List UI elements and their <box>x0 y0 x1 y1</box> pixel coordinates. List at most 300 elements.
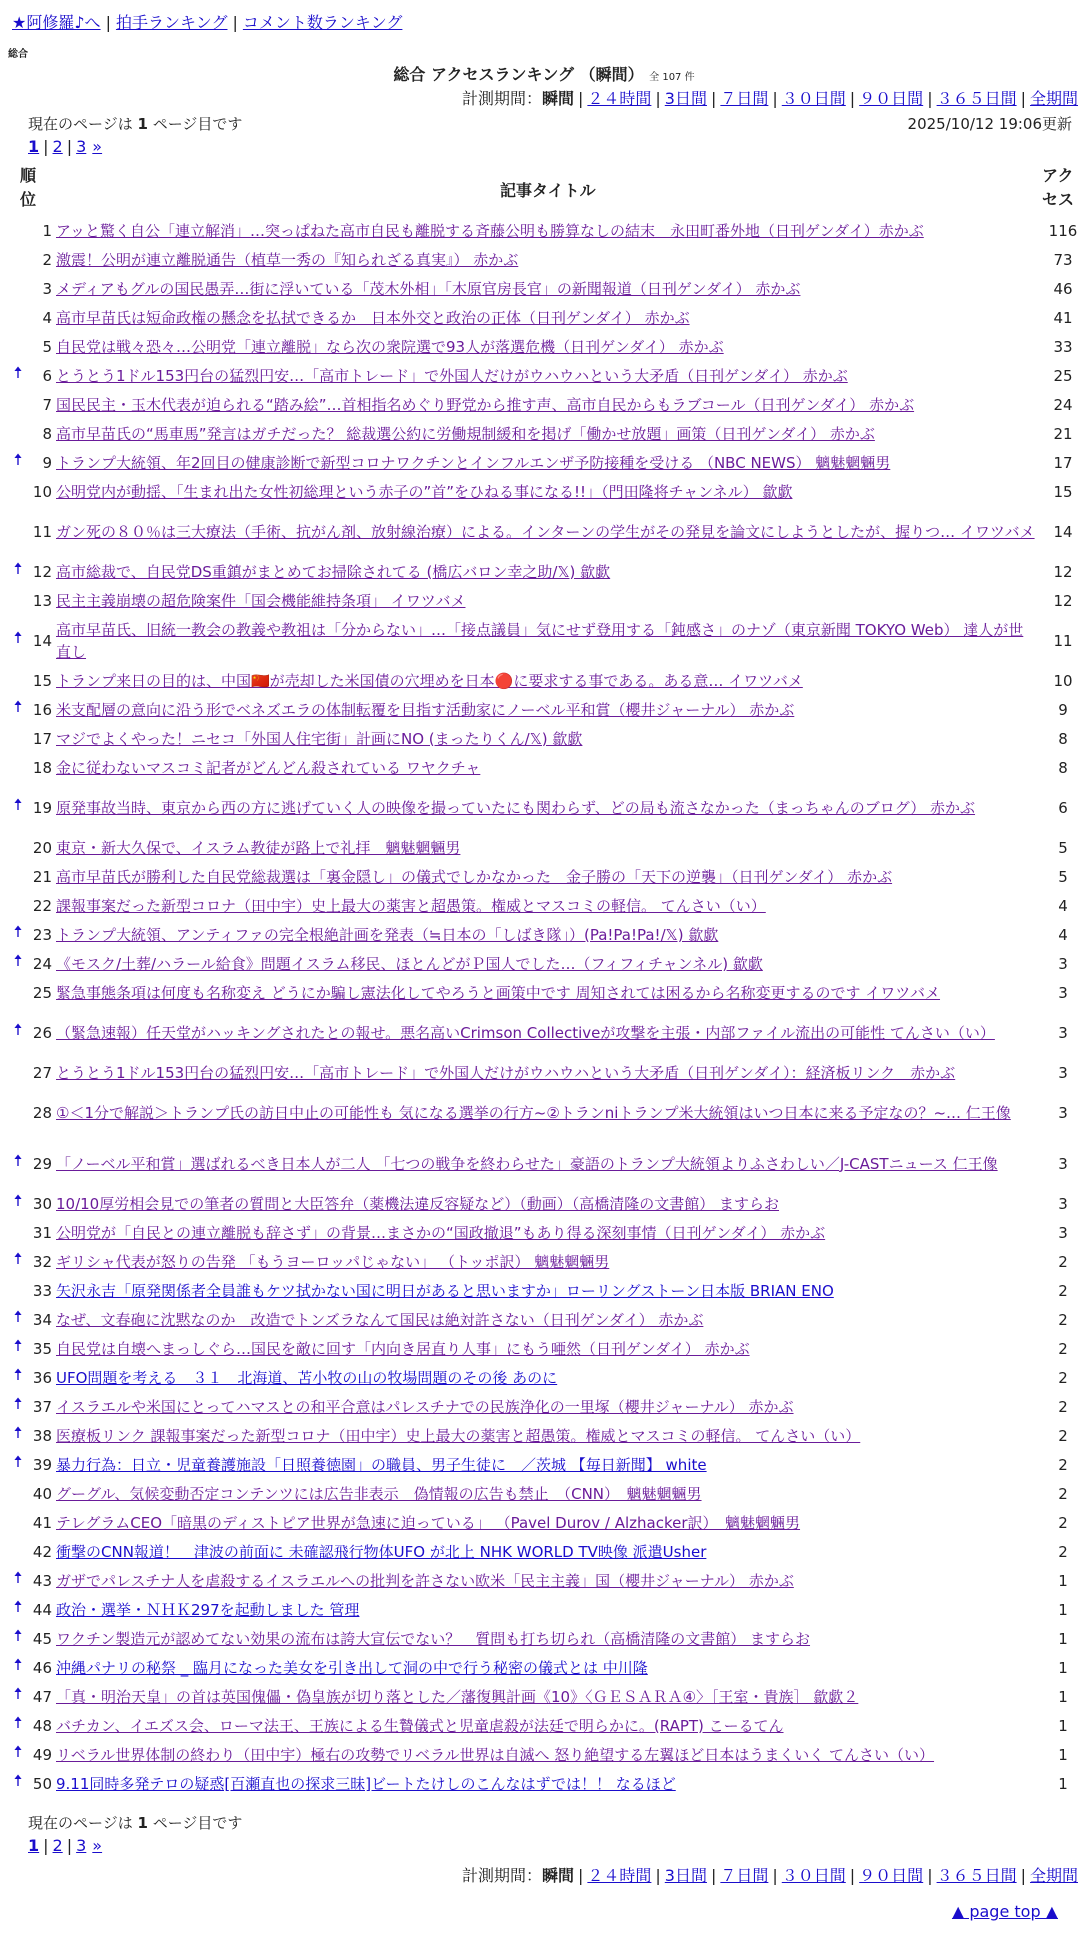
access-count: 116 <box>1048 221 1078 240</box>
table-row <box>0 1421 1088 1450</box>
rank-up-arrow-icon: 🠅 <box>13 1151 23 1170</box>
access-count: 2 <box>1058 1368 1068 1387</box>
table-row <box>0 586 1088 615</box>
article-link[interactable]: 緊急事態条項は何度も名称変え どうにか騙し憲法化してやろうと画策中です 周知されては困るから名称変更するのです イワツバメ <box>56 983 941 1002</box>
access-count: 1 <box>1058 1629 1068 1648</box>
article-cell <box>56 1062 1038 1084</box>
table-row <box>0 1247 1088 1276</box>
article-link[interactable]: 「ノーベル平和賞」選ばれるべき日本人が二人 「七つの戦争を終わらせた」豪語のトランプ大統領よりふさわしい／J-CASTニュース 仁王像 <box>56 1154 998 1173</box>
article-link[interactable]: グーグル、気候変動否定コンテンツには広告非表示 偽情報の広告も禁止 （CNN） 魑魅魍魎男 <box>56 1484 702 1503</box>
rank-up-arrow-icon: 🠅 <box>13 951 23 970</box>
access-count: 6 <box>1058 798 1068 817</box>
pager-bottom <box>28 1836 102 1855</box>
period-option[interactable]: ３６５日間 <box>936 89 1017 108</box>
rank-up-arrow-icon: 🠅 <box>13 363 23 382</box>
article-cell <box>56 1715 1038 1737</box>
article-cell <box>56 757 1038 779</box>
rank-up-arrow-icon: 🠅 <box>13 1336 23 1355</box>
table-row <box>0 1087 1088 1138</box>
rank-number: 21 <box>32 867 52 886</box>
rank-up-arrow-icon: 🠅 <box>13 1771 23 1790</box>
table-row <box>0 1479 1088 1508</box>
separator: | <box>577 89 584 108</box>
comment-ranking-link[interactable]: コメント数ランキング <box>242 13 403 32</box>
rank-number: 42 <box>32 1542 52 1561</box>
article-link[interactable]: 《モスク/土葬/ハラール給食》問題イスラム移民、ほとんどがＰ国人でした…（フィフィチャンネル) 歙歔 <box>56 954 763 973</box>
page-link-2[interactable]: 2 <box>52 137 63 156</box>
table-row <box>0 1653 1088 1682</box>
rank-up-arrow-icon: 🠅 <box>13 1423 23 1442</box>
table-row <box>0 303 1088 332</box>
rank-up-arrow-icon: 🠅 <box>13 1684 23 1703</box>
article-link[interactable]: トランプ大統領、アンティファの完全根絶計画を発表（≒日本の「しばき隊」）(Pa!Pa!Pa!/𝕏) 歙歔 <box>56 925 719 944</box>
access-count: 46 <box>1053 279 1073 298</box>
rank-number: 10 <box>32 482 52 501</box>
access-count: 41 <box>1053 308 1073 327</box>
article-cell <box>56 1512 1038 1534</box>
rank-up-arrow-icon: 🠅 <box>13 1394 23 1413</box>
rank-number: 31 <box>32 1223 52 1242</box>
article-cell <box>56 1425 1038 1447</box>
rank-number: 5 <box>42 337 52 356</box>
separator: | <box>849 1866 856 1885</box>
current-page-prefix: 現在のページは <box>28 1814 133 1832</box>
rank-number: 37 <box>32 1397 52 1416</box>
access-count: 11 <box>1053 631 1073 650</box>
article-cell <box>56 278 1038 300</box>
next-page-link[interactable]: » <box>92 1836 103 1855</box>
rank-number: 11 <box>32 522 52 541</box>
access-count: 1 <box>1058 1774 1068 1793</box>
article-link[interactable]: 矢沢永吉「原発関係者全員誰もケツ拭かない国に明日があると思いますか」ローリングストーン日本版 BRIAN ENO <box>56 1281 834 1300</box>
rank-number: 47 <box>32 1687 52 1706</box>
separator: | <box>1020 1866 1026 1885</box>
access-count: 3 <box>1058 1194 1068 1213</box>
article-cell <box>56 521 1038 543</box>
pager-top <box>28 137 102 156</box>
period-option[interactable]: ３０日間 <box>781 1866 846 1885</box>
access-count: 1 <box>1058 1745 1068 1764</box>
clap-ranking-link[interactable]: 拍手ランキング <box>115 13 228 32</box>
rank-number: 25 <box>32 983 52 1002</box>
article-link[interactable]: バチカン、イエズス会、ローマ法王、王族による生贄儀式と児童虐殺が法廷で明らかに。(RAPT) こーるてん <box>56 1716 784 1735</box>
article-link[interactable]: トランプ来日の目的は、中国🇨🇳が売却した米国債の穴埋めを日本🔴に要求する事である。ある意… イワツバメ <box>56 671 803 690</box>
article-cell <box>56 670 1038 692</box>
rank-number: 24 <box>32 954 52 973</box>
article-cell <box>56 590 1038 612</box>
table-row <box>0 557 1088 586</box>
article-cell <box>56 1022 1038 1044</box>
rank-number: 48 <box>32 1716 52 1735</box>
page-title <box>0 62 1088 85</box>
period-option[interactable]: ９０日間 <box>859 1866 924 1885</box>
rank-number: 4 <box>42 308 52 327</box>
table-row <box>0 1007 1088 1058</box>
article-cell <box>56 307 1038 329</box>
article-link[interactable]: なぜ、文春砲に沈黙なのか 改造でトンズラなんて国民は絶対許さない（日刊ゲンダイ） 赤かぶ <box>56 1310 704 1329</box>
table-row <box>0 782 1088 833</box>
article-link[interactable]: とうとう1ドル153円台の猛烈円安…「高市トレード」で外国人だけがウハウハという大矛盾（日刊ゲンダイ） 赤かぶ <box>56 366 848 385</box>
period-option[interactable]: ７日間 <box>720 89 769 108</box>
access-count: 1 <box>1058 1600 1068 1619</box>
table-row <box>0 1450 1088 1479</box>
table-row <box>0 1682 1088 1711</box>
access-count: 2 <box>1058 1455 1068 1474</box>
access-count: 2 <box>1058 1310 1068 1329</box>
updated-timestamp: 2025/10/12 19:06更新 <box>907 115 1072 133</box>
article-cell <box>56 1628 1038 1650</box>
table-row <box>0 1305 1088 1334</box>
access-count: 3 <box>1058 983 1068 1002</box>
article-link[interactable]: 高市早苗氏が勝利した自民党総裁選は「裏金隠し」の儀式でしかなかった 金子勝の「天下の逆襲」（日刊ゲンダイ） 赤かぶ <box>56 867 893 886</box>
article-link[interactable]: イスラエルや米国にとってハマスとの和平合意はパレスチナでの民族浄化の一里塚（櫻井ジャーナル） 赤かぶ <box>56 1397 794 1416</box>
table-row <box>0 833 1088 862</box>
article-link[interactable]: ギリシャ代表が怒りの告発 「もうヨーロッパじゃない」 （トッポ訳） 魑魅魍魎男 <box>56 1252 610 1271</box>
access-count: 1 <box>1058 1687 1068 1706</box>
rank-number: 50 <box>32 1774 52 1793</box>
rank-number: 23 <box>32 925 52 944</box>
category-badge: 総合 <box>8 49 28 60</box>
access-count: 9 <box>1058 700 1068 719</box>
article-cell <box>56 1541 1038 1563</box>
article-link[interactable]: 激震！公明が連立離脱通告（植草一秀の『知られざる真実』） 赤かぶ <box>56 250 519 269</box>
rank-up-arrow-icon: 🠅 <box>13 922 23 941</box>
rank-number: 12 <box>32 562 52 581</box>
period-label: 計測期間： <box>461 89 542 108</box>
article-cell <box>56 982 1038 1004</box>
period-option[interactable]: ９０日間 <box>859 89 924 108</box>
rank-up-arrow-icon: 🠅 <box>13 1742 23 1761</box>
article-link[interactable]: 「真・明治天皇」の首は英国傀儡・偽皇族が切り落とした／藩復興計画《10》〈ＧＥＳＡＲＡ④〉［王室・貴族］ 歙歔２ <box>56 1687 859 1706</box>
access-count: 21 <box>1053 424 1073 443</box>
page-link-2[interactable]: 2 <box>52 1836 63 1855</box>
table-row <box>0 1058 1088 1087</box>
access-count: 5 <box>1058 838 1068 857</box>
access-count: 12 <box>1053 562 1073 581</box>
article-link[interactable]: アッと驚く自公「連立解消」…突っぱねた高市自民も離脱する斉藤公明も勝算なしの結末 永田町番外地（日刊ゲンダイ）赤かぶ <box>56 221 924 240</box>
table-row <box>0 1392 1088 1421</box>
period-current: 瞬間 <box>541 89 574 108</box>
access-count: 3 <box>1058 1154 1068 1173</box>
article-link[interactable]: 公明党が「自民との連立離脱も辞さず」の背景…まさかの“国政撤退”もあり得る深刻事情（日刊ゲンダイ） 赤かぶ <box>56 1223 826 1242</box>
article-cell <box>56 249 1038 271</box>
article-cell <box>56 1483 1038 1505</box>
access-count: 2 <box>1058 1484 1068 1503</box>
table-row <box>0 1624 1088 1653</box>
separator: | <box>66 137 73 156</box>
article-link[interactable]: 高市総裁で、自民党DS重鎮がまとめてお掃除されてる (橋広バロン幸之助/𝕏) 歙歔 <box>56 562 611 581</box>
rank-number: 41 <box>32 1513 52 1532</box>
rank-up-arrow-icon: 🠅 <box>13 1713 23 1732</box>
access-count: 8 <box>1058 729 1068 748</box>
table-row <box>0 666 1088 695</box>
table-row <box>0 1334 1088 1363</box>
article-cell <box>56 1280 1038 1302</box>
rank-number: 13 <box>32 591 52 610</box>
rank-number: 18 <box>32 758 52 777</box>
access-count: 2 <box>1058 1397 1068 1416</box>
rank-number: 27 <box>32 1063 52 1082</box>
article-cell <box>56 452 1038 474</box>
access-count: 1 <box>1058 1658 1068 1677</box>
article-cell <box>56 895 1038 917</box>
access-count: 2 <box>1058 1542 1068 1561</box>
current-page-prefix: 現在のページは <box>28 115 133 133</box>
article-link[interactable]: 医療板リンク 課報事案だった新型コロナ（田中宇）史上最大の薬害と超愚策。権威とマスコミの軽信。 てんさい（い） <box>56 1426 861 1445</box>
table-row <box>0 891 1088 920</box>
article-cell <box>56 1744 1038 1766</box>
access-count: 2 <box>1058 1513 1068 1532</box>
article-link[interactable]: ガザでパレスチナ人を虐殺するイスラエルへの批判を許さない欧米「民主主義」国（櫻井ジャーナル） 赤かぶ <box>56 1571 794 1590</box>
article-link[interactable]: 原発事故当時、東京から西の方に逃げていく人の映像を撮っていたにも関わらず、どの局も流さなかった（まっちゃんのブログ） 赤かぶ <box>56 798 976 817</box>
rank-number: 9 <box>42 453 52 472</box>
article-link[interactable]: ワクチン製造元が認めてない効果の流布は誇大宣伝でない？ 質問も打ち切られ（高橋清隆の文書館） ますらお <box>56 1629 811 1648</box>
total-count: 全 107 件 <box>649 72 695 83</box>
article-link[interactable]: 金に従わないマスコミ記者がどんどん殺されている ワヤクチャ <box>56 758 481 777</box>
article-link[interactable]: 高市早苗氏の“馬車馬”発言はガチだった？ 総裁選公約に労働規制緩和を掲げ「働かせ放題」画策（日刊ゲンダイ） 赤かぶ <box>56 424 875 443</box>
table-row <box>0 274 1088 303</box>
article-cell <box>56 1338 1038 1360</box>
article-cell <box>56 1454 1038 1476</box>
access-count: 1 <box>1058 1716 1068 1735</box>
separator: | <box>43 1836 49 1855</box>
separator: | <box>105 13 111 32</box>
article-link[interactable]: 民主主義崩壊の超危険案件「国会機能維持条項」 イワツバメ <box>56 591 466 610</box>
rank-up-arrow-icon: 🠅 <box>13 1191 23 1210</box>
article-link[interactable]: マジでよくやった！ニセコ「外国人住宅街」計画にNO (まったりくん/𝕏) 歙歔 <box>56 729 583 748</box>
article-link[interactable]: 10/10厚労相会見での筆者の質問と大臣答弁（薬機法違反容疑など）（動画）（高橋清隆の文書館） ますらお <box>56 1194 780 1213</box>
rank-up-arrow-icon: 🠅 <box>13 450 23 469</box>
access-count: 24 <box>1053 395 1073 414</box>
article-cell <box>56 481 1038 503</box>
article-link[interactable]: トランプ大統領、年2回目の健康診断で新型コロナワクチンとインフルエンザ予防接種を受ける （NBC NEWS） 魑魅魍魎男 <box>56 453 891 472</box>
page-link-3[interactable]: 3 <box>76 137 87 156</box>
rank-number: 40 <box>32 1484 52 1503</box>
article-cell <box>56 1599 1038 1621</box>
period-option[interactable]: 3日間 <box>664 89 707 108</box>
rank-up-arrow-icon: 🠅 <box>13 628 23 647</box>
rank-number: 43 <box>32 1571 52 1590</box>
article-link[interactable]: UFO問題を考える ３１ 北海道、苫小牧の山の牧場問題のその後 あのに <box>56 1368 558 1387</box>
article-cell <box>56 699 1038 721</box>
article-link[interactable]: （緊急速報）任天堂がハッキングされたとの報せ。悪名高いCrimson Collectiveが攻撃を主張・内部ファイル流出の可能性 てんさい（い） <box>56 1023 995 1042</box>
rank-number: 30 <box>32 1194 52 1213</box>
period-option[interactable]: 全期間 <box>1029 1866 1078 1885</box>
current-page-indicator-bottom <box>28 1812 242 1833</box>
table-row <box>0 1537 1088 1566</box>
access-count: 12 <box>1053 591 1073 610</box>
article-link[interactable]: 国民民主・玉木代表が迫られる“踏み絵”…首相指名めぐり野党から推す声、高市自民からもラブコール（日刊ゲンダイ） 赤かぶ <box>56 395 915 414</box>
table-row <box>0 978 1088 1007</box>
rank-up-arrow-icon: 🠅 <box>13 1365 23 1384</box>
page-top-link[interactable]: ▲ page top ▲ <box>951 1902 1058 1921</box>
separator: | <box>655 89 661 108</box>
home-link[interactable]: ★阿修羅♪へ <box>12 13 101 32</box>
article-link[interactable]: とうとう1ドル153円台の猛烈円安…「高市トレード」で外国人だけがウハウハという大矛盾（日刊ゲンダイ）：経済板リンク 赤かぶ <box>56 1063 956 1082</box>
table-row <box>0 419 1088 448</box>
article-cell <box>56 561 1038 583</box>
period-selector-bottom <box>462 1863 1078 1886</box>
period-option[interactable]: ２４時間 <box>587 1866 652 1885</box>
separator: | <box>710 1866 717 1885</box>
access-count: 4 <box>1058 896 1068 915</box>
rank-number: 33 <box>32 1281 52 1300</box>
rank-up-arrow-icon: 🠅 <box>13 559 23 578</box>
article-link[interactable]: 公明党内が動揺、「生まれ出た女性初総理という赤子の”首”をひねる事になる!!」（門田隆将チャンネル） 歙歔 <box>56 482 793 501</box>
period-option[interactable]: ３０日間 <box>781 89 846 108</box>
article-link[interactable]: 自民党は自壊へまっしぐら…国民を敵に回す「内向き居直り人事」にもう唖然（日刊ゲンダイ） 赤かぶ <box>56 1339 750 1358</box>
separator: | <box>772 89 778 108</box>
article-cell <box>56 1222 1038 1244</box>
article-link[interactable]: 9.11同時多発テロの疑惑[百瀬直也の探求三昧]ビートたけしのこんなはずでは！！ なるほど <box>56 1774 676 1793</box>
article-link[interactable]: 東京・新大久保で、イスラム教徒が路上で礼拝 魑魅魍魎男 <box>56 838 461 857</box>
current-page-indicator <box>28 113 242 134</box>
page-link-3[interactable]: 3 <box>76 1836 87 1855</box>
article-link[interactable]: 政治・選挙・ＮＨＫ297を起動しました 管理 <box>56 1600 360 1619</box>
article-cell <box>56 837 1038 859</box>
table-row <box>0 1218 1088 1247</box>
access-count: 3 <box>1058 1103 1068 1122</box>
rank-number: 28 <box>32 1103 52 1122</box>
access-count: 73 <box>1053 250 1073 269</box>
page-link-1[interactable]: 1 <box>28 137 40 156</box>
separator: | <box>772 1866 778 1885</box>
table-row <box>0 1363 1088 1392</box>
rank-number: 8 <box>42 424 52 443</box>
table-row <box>0 1740 1088 1769</box>
rank-number: 29 <box>32 1154 52 1173</box>
table-row <box>0 1508 1088 1537</box>
rank-up-arrow-icon: 🠅 <box>13 1249 23 1268</box>
article-cell <box>56 1367 1038 1389</box>
article-cell <box>56 619 1038 663</box>
separator: | <box>66 1836 73 1855</box>
article-link[interactable]: ①＜1分で解説＞トランプ氏の訪日中止の可能性も 気になる選挙の行方~②トランniトランプ米大統領はいつ日本に来る予定なの？~… 仁王像 <box>56 1103 1011 1122</box>
article-link[interactable]: 衝撃のCNN報道！ 津波の前面に 未確認飛行物体UFO が北上 NHK WORLD TV映像 派遣Usher <box>56 1542 707 1561</box>
current-page-number: 1 <box>137 115 148 133</box>
separator: | <box>849 89 856 108</box>
article-cell <box>56 365 1038 387</box>
access-header: アクセス <box>1042 166 1075 209</box>
rank-number: 46 <box>32 1658 52 1677</box>
table-row <box>0 1189 1088 1218</box>
access-count: 5 <box>1058 867 1068 886</box>
article-link[interactable]: リベラル世界体制の終わり（田中宇）極右の攻勢でリベラル世界は自滅へ 怒り絶望する左翼ほど日本はうまくいく てんさい（い） <box>56 1745 935 1764</box>
access-count: 2 <box>1058 1281 1068 1300</box>
separator: | <box>43 137 49 156</box>
separator: | <box>927 1866 933 1885</box>
table-row <box>0 332 1088 361</box>
article-cell <box>56 924 1038 946</box>
page-link-1[interactable]: 1 <box>28 1836 40 1855</box>
article-cell <box>56 1570 1038 1592</box>
rank-number: 36 <box>32 1368 52 1387</box>
access-count: 33 <box>1053 337 1073 356</box>
table-row <box>0 477 1088 506</box>
access-count: 10 <box>1053 671 1073 690</box>
rank-up-arrow-icon: 🠅 <box>13 697 23 716</box>
table-row <box>0 862 1088 891</box>
table-row <box>0 1711 1088 1740</box>
access-count: 2 <box>1058 1426 1068 1445</box>
article-link[interactable]: 米支配層の意向に沿う形でベネズエラの体制転覆を目指す活動家にノーベル平和賞（櫻井ジャーナル） 赤かぶ <box>56 700 795 719</box>
rank-number: 7 <box>42 395 52 414</box>
period-label: 計測期間： <box>461 1866 542 1885</box>
article-cell <box>56 797 1038 819</box>
rank-number: 3 <box>42 279 52 298</box>
period-option[interactable]: ２４時間 <box>587 89 652 108</box>
access-count: 2 <box>1058 1252 1068 1271</box>
table-row <box>0 1769 1088 1798</box>
article-link[interactable]: 沖縄パナリの秘祭 _ 臨月になった美女を引き出して洞の中で行う秘密の儀式とは 中川隆 <box>56 1658 648 1677</box>
article-cell <box>56 1193 1038 1215</box>
article-cell <box>56 1657 1038 1679</box>
access-count: 25 <box>1053 366 1073 385</box>
table-row <box>0 615 1088 666</box>
rank-number: 17 <box>32 729 52 748</box>
table-row <box>0 1566 1088 1595</box>
article-link[interactable]: 課報事案だった新型コロナ（田中宇）史上最大の薬害と超愚策。権威とマスコミの軽信。 てんさい（い） <box>56 896 766 915</box>
article-cell <box>56 1153 1038 1175</box>
table-row <box>0 920 1088 949</box>
article-link[interactable]: 暴力行為：日立・児童養護施設「日照養徳園」の職員、男子生徒に ／茨城 【毎日新聞】 white <box>56 1455 707 1474</box>
next-page-link[interactable]: » <box>92 137 103 156</box>
period-current: 瞬間 <box>541 1866 574 1885</box>
rank-number: 34 <box>32 1310 52 1329</box>
table-row <box>0 724 1088 753</box>
table-row <box>0 506 1088 557</box>
article-cell <box>56 336 1038 358</box>
access-count: 17 <box>1053 453 1073 472</box>
article-cell <box>56 1251 1038 1273</box>
access-count: 1 <box>1058 1571 1068 1590</box>
access-count: 3 <box>1058 1023 1068 1042</box>
current-page-suffix: ページ目です <box>152 115 243 133</box>
period-option[interactable]: 全期間 <box>1029 89 1078 108</box>
article-cell <box>56 423 1038 445</box>
period-option[interactable]: ７日間 <box>720 1866 769 1885</box>
article-link[interactable]: 高市早苗氏は短命政権の懸念を払拭できるか 日本外交と政治の正体（日刊ゲンダイ） 赤かぶ <box>56 308 690 327</box>
article-cell <box>56 953 1038 975</box>
rank-up-arrow-icon: 🠅 <box>13 795 23 814</box>
rank-number: 19 <box>32 798 52 817</box>
article-cell <box>56 1102 1038 1124</box>
article-link[interactable]: 自民党は戦々恐々…公明党「連立離脱」なら次の衆院選で93人が落選危機（日刊ゲンダイ） 赤かぶ <box>56 337 724 356</box>
article-cell <box>56 1686 1038 1708</box>
separator: | <box>655 1866 661 1885</box>
period-option[interactable]: 3日間 <box>664 1866 707 1885</box>
article-link[interactable]: テレグラムCEO「暗黒のディストピア世界が急速に迫っている」 （Pavel Durov / Alzhacker訳） 魑魅魍魎男 <box>56 1513 801 1532</box>
title-header: 記事タイトル <box>500 181 596 200</box>
rank-number: 38 <box>32 1426 52 1445</box>
access-count: 2 <box>1058 1339 1068 1358</box>
rank-number: 16 <box>32 700 52 719</box>
rank-number: 32 <box>32 1252 52 1271</box>
article-cell <box>56 220 1038 242</box>
period-selector-top <box>462 86 1078 109</box>
article-link[interactable]: メディアもグルの国民愚弄…街に浮いている「茂木外相」「木原官房長官」の新聞報道（日刊ゲンダイ） 赤かぶ <box>56 279 801 298</box>
rank-up-arrow-icon: 🠅 <box>13 1568 23 1587</box>
rank-header: 順位 <box>20 166 37 209</box>
period-option[interactable]: ３６５日間 <box>936 1866 1017 1885</box>
article-cell <box>56 1773 1038 1795</box>
rank-number: 20 <box>32 838 52 857</box>
access-count: 15 <box>1053 482 1073 501</box>
article-link[interactable]: 高市早苗氏、旧統一教会の教義や教祖は「分からない」…「接点議員」気にせず登用する「鈍感さ」のナゾ（東京新聞 TOKYO Web） 達人が世直し <box>56 620 1024 661</box>
table-row <box>0 1276 1088 1305</box>
article-link[interactable]: ガン死の８０％は三大療法（手術、抗がん剤、放射線治療）による。インターンの学生がその発見を論文にしようとしたが、握りつ… イワツバメ <box>56 522 1035 541</box>
separator: | <box>710 89 717 108</box>
